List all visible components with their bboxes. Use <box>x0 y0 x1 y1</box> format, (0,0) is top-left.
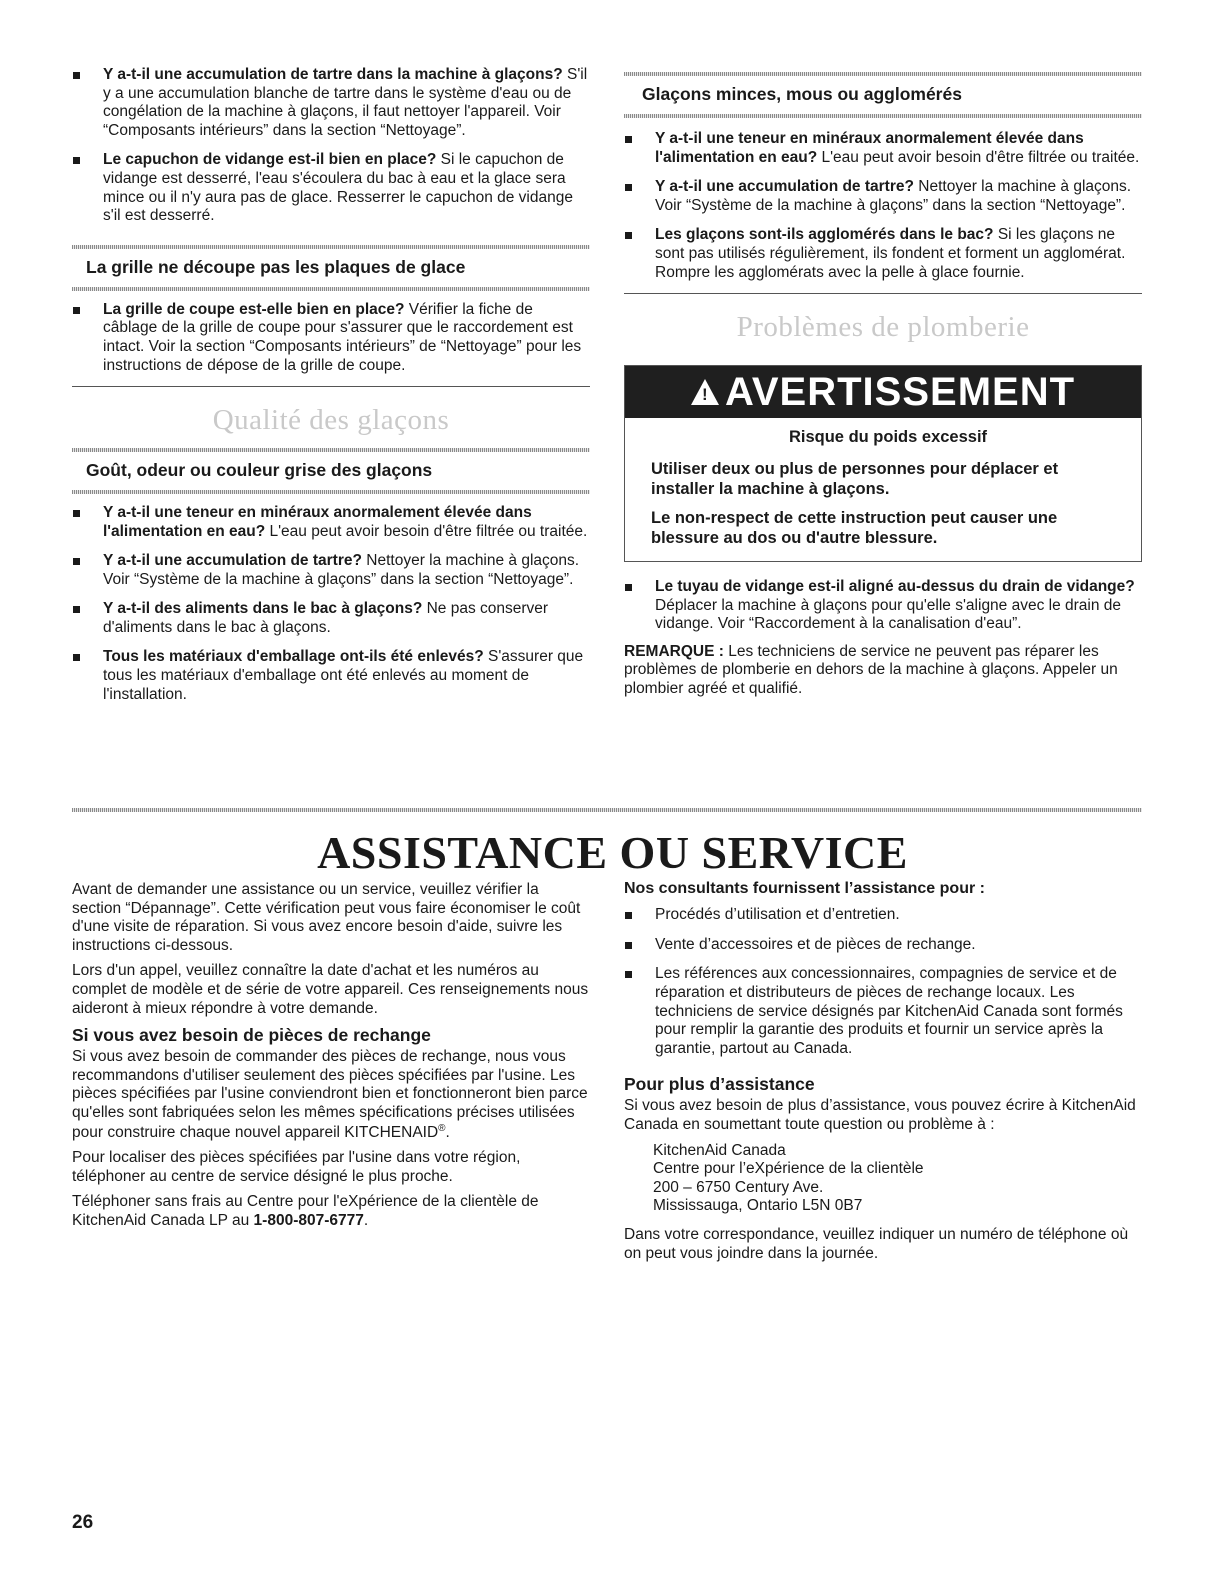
paragraph: Téléphoner sans frais au Centre pour l'eXpérience de la clientèle de KitchenAid Canada LP au 1-800-807-6777. <box>72 1193 539 1230</box>
list-item: Tous les matériaux d'emballage ont-ils été enlevés? S'assurer que tous les matériaux d'emballage ont été enlevés au moment de l'installation. <box>72 648 590 704</box>
list-item: Y a-t-il une teneur en minéraux anormalement élevée dans l'alimentation en eau? L'eau peut avoir besoin d'être filtrée ou traitée. <box>72 504 590 541</box>
warning-label: AVERTISSEMENT <box>724 369 1076 414</box>
page-number: 26 <box>72 1512 94 1533</box>
list-item: Y a-t-il une accumulation de tartre? Nettoyer la machine à glaçons. Voir “Système de la machine à glaçons” dans la section “Nettoyage”. <box>624 178 1142 215</box>
list-item: Y a-t-il une accumulation de tartre? Nettoyer la machine à glaçons. Voir “Système de la machine à glaçons” dans la section “Nettoyage”. <box>72 552 590 589</box>
note: REMARQUE : Les techniciens de service ne peuvent pas réparer les problèmes de plomberie en dehors de la machine à glaçons. Appeler un plombier agréé et qualifié. <box>624 642 1118 697</box>
paragraph: Si vous avez besoin de plus d’assistance, vous pouvez écrire à KitchenAid Canada en soumettant toute question ou problème à : <box>624 1097 1136 1133</box>
section-title: Problèmes de plomberie <box>736 311 1030 344</box>
list-item: Y a-t-il des aliments dans le bac à glaçons? Ne pas conserver d'aliments dans le bac à glaçons. <box>72 600 590 637</box>
list-item: Le capuchon de vidange est-il bien en place? Si le capuchon de vidange est desserré, l'eau s'écoulera du bac à eau et la glace sera mince ou il n'y aura pas de glace. Resserrer le capuchon de vidange s'il est desserré. <box>72 151 590 225</box>
paragraph: Pour localiser des pièces spécifiées par l'usine dans votre région, téléphoner au centre de service désigné le plus proche. <box>72 1149 521 1185</box>
list-item: Procédés d’utilisation et d’entretien. <box>624 906 1142 925</box>
divider <box>72 808 1142 812</box>
paragraph: Dans votre correspondance, veuillez indiquer un numéro de téléphone où on peut vous joindre dans la journée. <box>624 1225 1129 1262</box>
phone-number: 1-800-807-6777 <box>253 1212 364 1230</box>
list-item: Le tuyau de vidange est-il aligné au-dessus du drain de vidange? Déplacer la machine à glaçons pour qu'elle s'aligne avec le drain de vidange. Voir “Raccordement à la canalisation d'eau”. <box>624 578 1142 634</box>
right-column-bottom <box>624 879 1142 1270</box>
warning-text: Le non-respect de cette instruction peut causer une blessure au dos ou d'autre blessure. <box>651 509 1058 548</box>
list-item: Y a-t-il une accumulation de tartre dans la machine à glaçons? S'il y a une accumulation blanche de tartre dans le système d'eau ou de congélation de la machine à glaçons, il faut nettoyer l'appareil. Voir “Composants intérieurs” dans la section “Nettoyage”. <box>72 66 590 140</box>
paragraph: Avant de demander une assistance ou un service, veuillez vérifier la section “Dépannage”. Cette vérification peut vous faire économiser le coût d'une visite de réparation. Si vous avez encore besoin d'aide, suivre les instructions ci-dessous. <box>72 881 581 954</box>
list-item: Y a-t-il une teneur en minéraux anormalement élevée dans l'alimentation en eau? L'eau peut avoir besoin d'être filtrée ou traitée. <box>624 130 1142 167</box>
page-title: ASSISTANCE OU SERVICE <box>317 827 908 878</box>
mailing-address: KitchenAid Canada Centre pour l’eXpérience de la clientèle 200 – 6750 Century Ave. Mississauga, Ontario L5N 0B7 <box>653 1141 924 1215</box>
right-column-top <box>624 72 1142 706</box>
warning-body <box>625 418 1141 561</box>
warning-triangle-icon <box>691 379 719 405</box>
warning-risk: Risque du poids excessif <box>788 427 988 446</box>
list-item: La grille de coupe est-elle bien en place? Vérifier la fiche de câblage de la grille de coupe pour s'assurer que le raccordement est intact. Voir la section “Composants intérieurs” de “Nettoyage” pour les instructions de dépose de la grille de coupe. <box>72 301 590 375</box>
list-item: Les références aux concessionnaires, compagnies de service et de réparation et distributeurs de pièces de rechange locaux. Les techniciens de service désignés par KitchenAid Canada sont formés pour remplir la garantie des produits et fournir un service après la garantie, partout au Canada. <box>624 965 1142 1058</box>
section-title: Qualité des glaçons <box>212 404 450 437</box>
left-column-bottom <box>72 881 590 1238</box>
section-heading: Si vous avez besoin de pièces de rechange <box>72 1025 431 1046</box>
list-item: Vente d’accessoires et de pièces de rechange. <box>624 936 1142 955</box>
left-column-top <box>72 66 590 715</box>
warning-text: Utiliser deux ou plus de personnes pour déplacer et installer la machine à glaçons. <box>651 459 1059 498</box>
section-heading: La grille ne découpe pas les plaques de glace <box>86 256 466 277</box>
paragraph: Lors d'un appel, veuillez connaître la date d'achat et les numéros au complet de modèle et de série de votre appareil. Ces renseignements nous aideront à mieux répondre à votre demande. <box>72 962 589 1017</box>
section-heading: Pour plus d’assistance <box>624 1074 815 1095</box>
section-heading: Nos consultants fournissent l’assistance pour : <box>624 880 985 897</box>
warning-header <box>625 366 1141 418</box>
section-heading: Glaçons minces, mous ou agglomérés <box>642 84 962 104</box>
warning-box <box>624 365 1142 562</box>
list-item: Les glaçons sont-ils agglomérés dans le bac? Si les glaçons ne sont pas utilisés régulièrement, ils fondent et forment un agglomérat. Rompre les agglomérats avec la pelle à glace fournie. <box>624 226 1142 282</box>
paragraph: Si vous avez besoin de commander des pièces de rechange, nous vous recommandons d'utiliser seulement des pièces spécifiées par l'usine. Les pièces spécifiées par l'usine conviendront bien et fonctionneront bien parce qu'elles sont fabriquées selon les mêmes spécifications précises utilisées pour construire chaque nouvel appareil KITCHENAID®. <box>72 1048 588 1141</box>
section-heading: Goût, odeur ou couleur grise des glaçons <box>86 459 433 480</box>
